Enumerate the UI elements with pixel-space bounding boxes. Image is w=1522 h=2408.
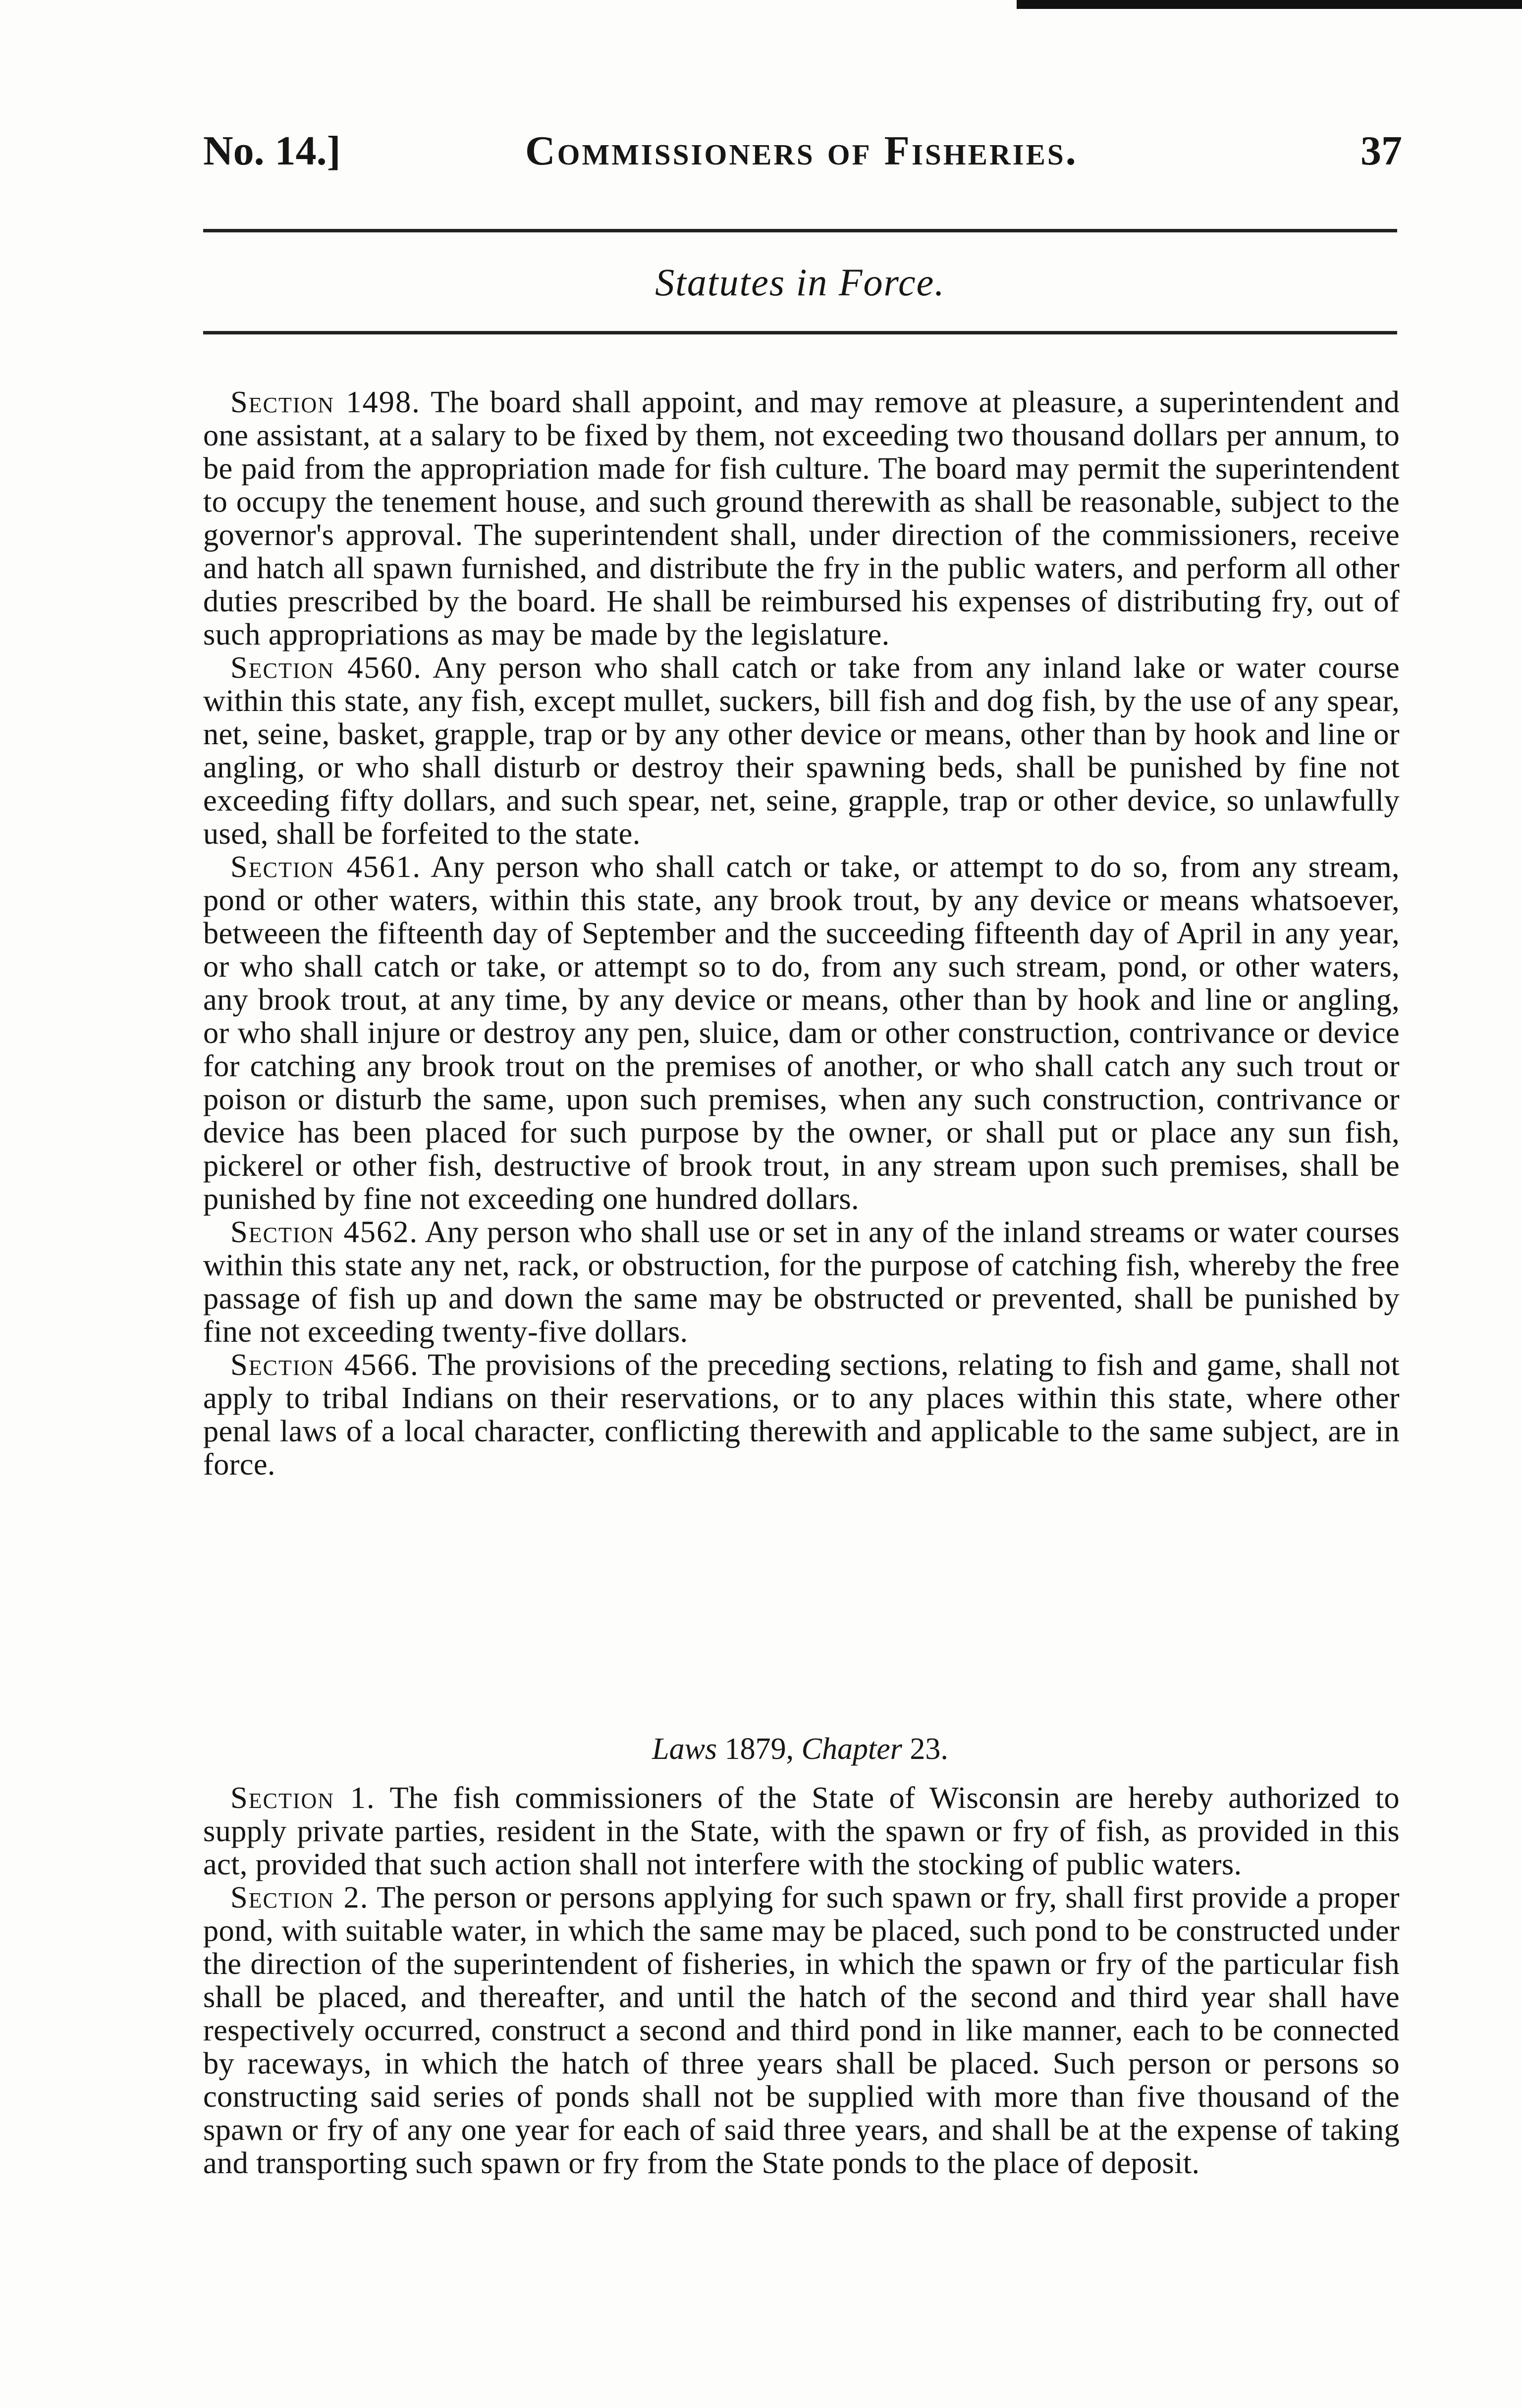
statute-paragraph — [203, 1215, 1400, 1348]
section-label: Section 4561. — [230, 849, 422, 884]
chapter-number: 23. — [910, 1732, 948, 1766]
laws-block — [203, 1781, 1400, 2180]
section-title: Statutes in Force. — [655, 261, 945, 304]
section-label: Section 4562. — [230, 1214, 419, 1249]
section-text: The fish commissioners of the State of Wisconsin are hereby authorized to supply private parties, resident in the State, with the spawn or fry of fish, as provided in this act, provided that such action shall not interfere with the stocking of public waters. — [203, 1780, 1400, 1881]
laws-year: 1879, — [724, 1732, 794, 1766]
law-paragraph — [203, 1881, 1400, 2180]
section-label: Section 4560. — [230, 650, 423, 685]
statute-paragraph — [203, 1348, 1400, 1481]
statute-paragraph — [203, 385, 1400, 651]
section-label: Section 1. — [230, 1780, 376, 1815]
chapter-word: Chapter — [801, 1732, 902, 1766]
scan-edge-bar — [1017, 0, 1522, 9]
section-text: Any person who shall catch or take from any inland lake or water course within this state, any fish, except mullet, suckers, bill fish and dog fish, by the use of any spear, net, seine, basket, grapple, trap or by any other device or means, other than by hook and line or angling, or who shall disturb or destroy their spawning beds, shall be punished by fine not exceeding fifty dollars, and such spear, net, seine, grapple, trap or other device, so unlawfully used, shall be forfeited to the state. — [203, 650, 1400, 851]
section-text: The provisions of the preceding sections, relating to fish and game, shall not apply to tribal Indians on their reservations, or to any places within this state, where other penal laws of a local character, conflicting therewith and applicable to the same subject, are in force. — [203, 1347, 1400, 1481]
running-title: Commissioners of Fisheries. — [525, 128, 1078, 174]
law-paragraph — [203, 1781, 1400, 1881]
bottom-rule — [203, 331, 1397, 334]
document-number: No. 14.] — [203, 128, 341, 174]
statutes-block — [203, 385, 1400, 1481]
statute-paragraph — [203, 850, 1400, 1215]
section-label: Section 4566. — [230, 1347, 419, 1382]
section-label: Section 1498. — [230, 384, 421, 419]
laws-word: Laws — [652, 1732, 717, 1766]
laws-heading — [203, 1729, 1397, 1769]
section-text: Any person who shall use or set in any of the inland streams or water courses within this state any net, rack, or obstruction, for the purpose of catching fish, whereby the free passage of fish up and down the same may be obstructed or prevented, shall be punished by fine not exceeding twenty-five dollars. — [203, 1214, 1400, 1349]
page-number: 37 — [1360, 128, 1402, 174]
statute-paragraph — [203, 651, 1400, 850]
section-text: Any person who shall catch or take, or attempt to do so, from any stream, pond or other waters, within this state, any brook trout, by any device or means whatsoever, betweeen the fifteenth day of September and the succeeding fifteenth day of April in any year, or who shall catch or take, or attempt so to do, from any such stream, pond, or other waters, any brook trout, at any time, by any device or means, other than by hook and line or angling, or who shall injure or destroy any pen, sluice, dam or other construction, contrivance or device for catching any brook trout on the premises of another, or who shall catch any such trout or poison or disturb the same, upon such premises, when any such construction, contrivance or device has been placed for such purpose by the owner, or shall put or place any sun fish, pickerel or other fish, destructive of brook trout, in any stream upon such premises, shall be punished by fine not exceeding one hundred dollars. — [203, 849, 1400, 1216]
top-rule — [203, 229, 1397, 232]
section-text: The board shall appoint, and may remove at pleasure, a superintendent and one assistant, at a salary to be fixed by them, not exceeding two thousand dollars per annum, to be paid from the appropriation made for fish culture. The board may permit the superintendent to occupy the tenement house, and such ground therewith as shall be reasonable, subject to the governor's approval. The superintendent shall, under direction of the commissioners, receive and hatch all spawn furnished, and distribute the fry in the public waters, and perform all other duties prescribed by the board. He shall be reimbursed his expenses of distributing fry, out of such appropriations as may be made by the legislature. — [203, 384, 1400, 652]
section-text: The person or persons applying for such spawn or fry, shall first provide a proper pond, with suitable water, in which the same may be placed, such pond to be constructed under the direction of the superintendent of fisheries, in which the spawn or fry of the particular fish shall be placed, and thereafter, and until the hatch of the second and third year shall have respectively occurred, construct a second and third pond in like manner, each to be connected by raceways, in which the hatch of three years shall be placed. Such person or persons so constructing said series of ponds shall not be supplied with more than five thousand of the spawn or fry of any one year for each of said three years, and shall be at the expense of taking and transporting such spawn or fry from the State ponds to the place of deposit. — [203, 1880, 1400, 2180]
running-head — [203, 124, 1402, 178]
section-label: Section 2. — [230, 1880, 369, 1915]
